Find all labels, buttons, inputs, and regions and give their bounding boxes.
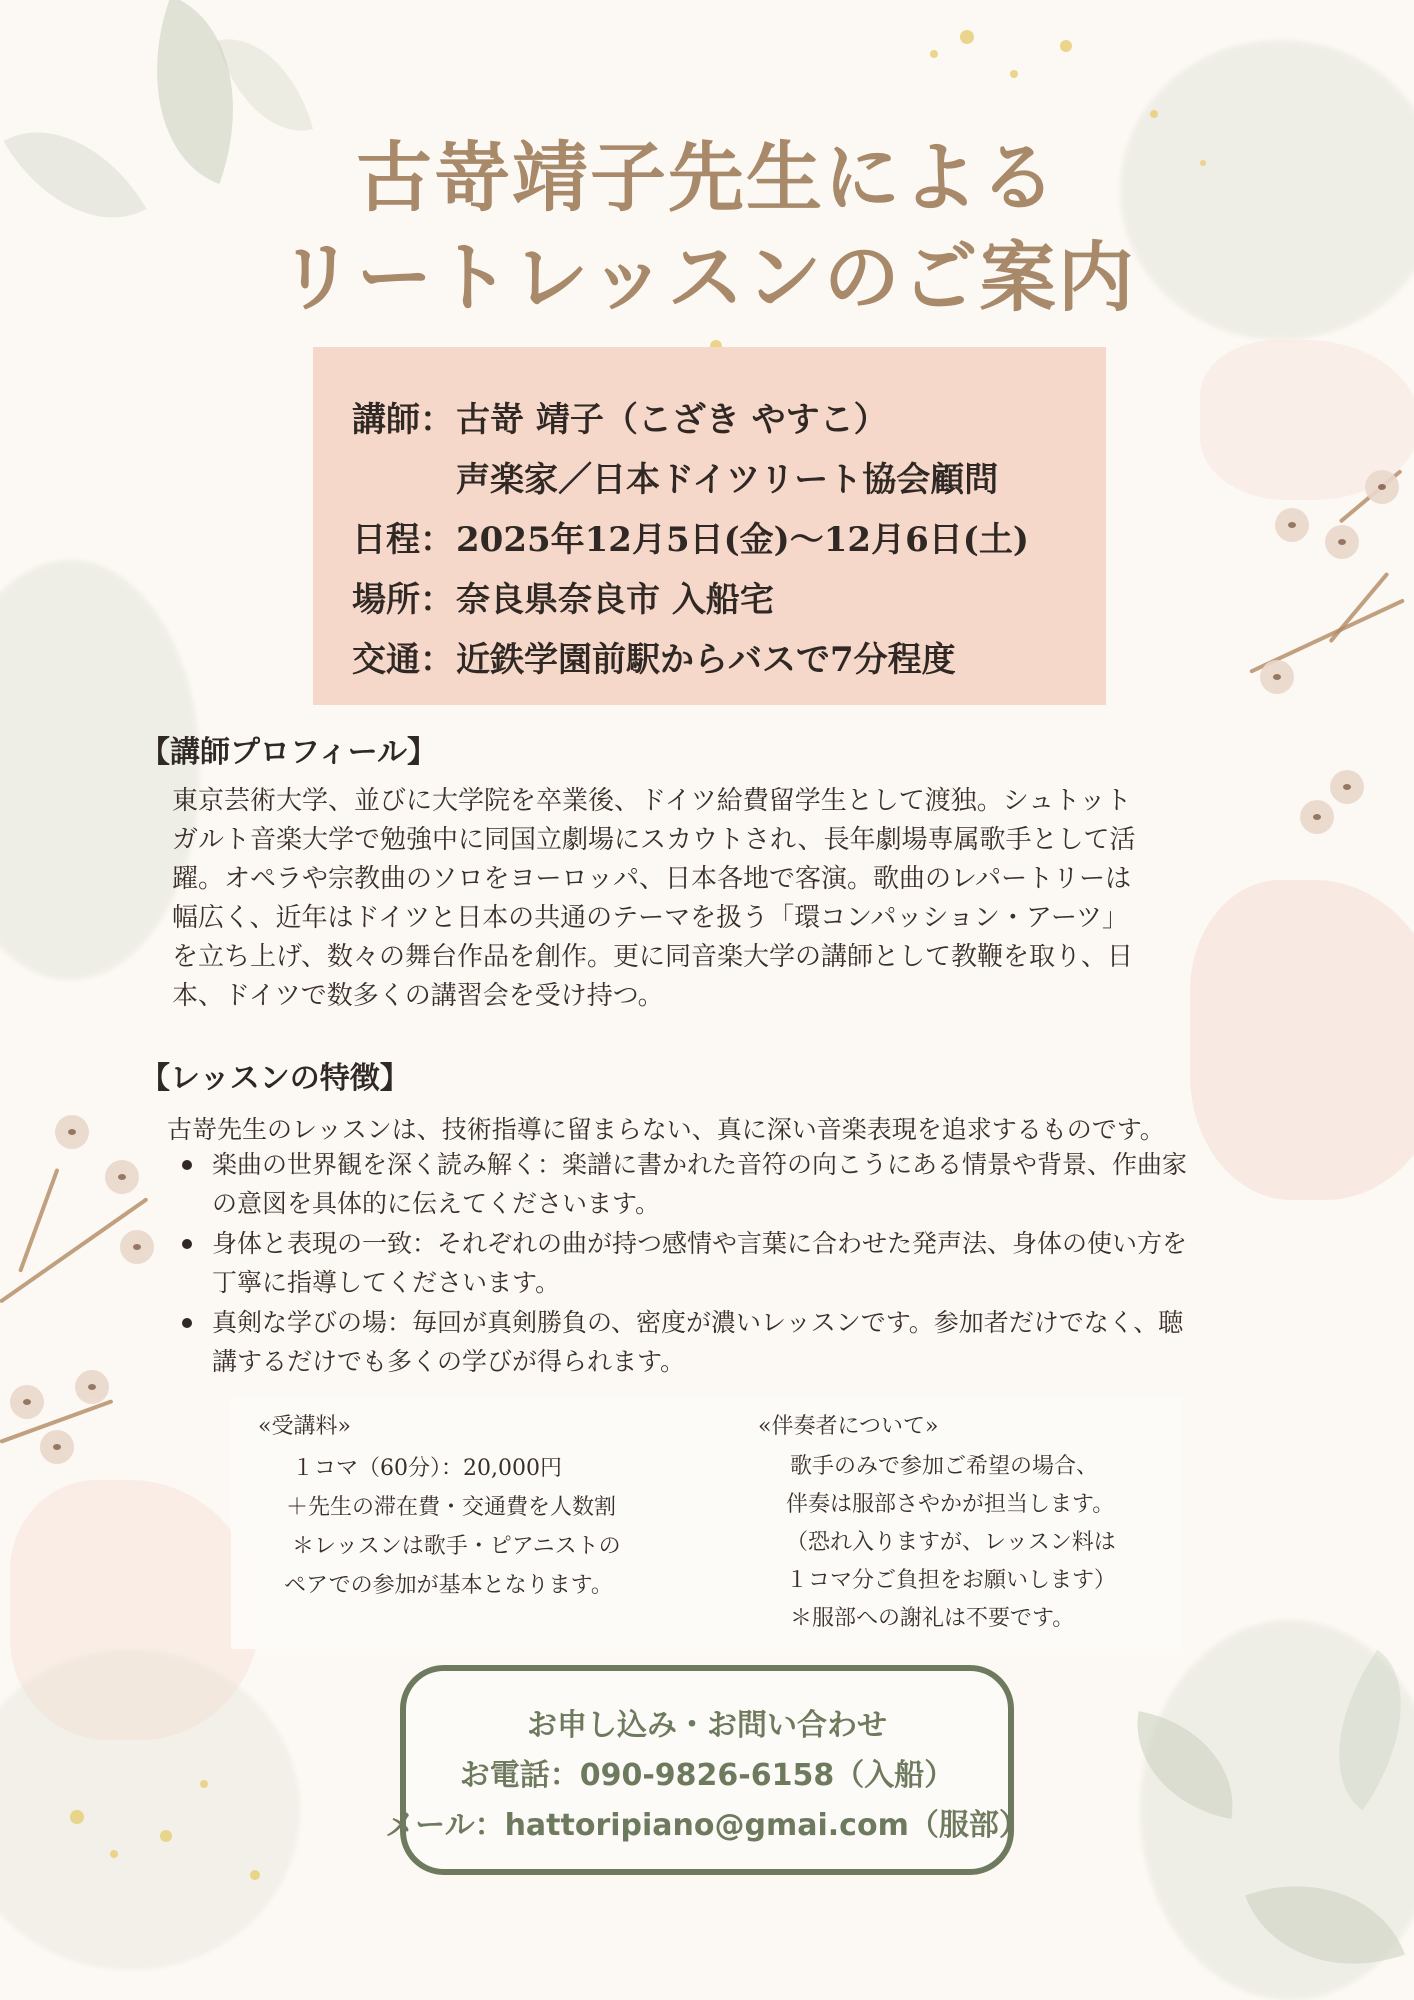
fee-heading: «受講料»	[258, 1414, 351, 1439]
accompanist-line: １コマ分ご負担をお願いします）	[786, 1568, 1117, 1593]
fee-line: ＋先生の滞在費・交通費を人数割	[286, 1495, 617, 1520]
contact-phone[interactable]: お電話：090-9826-6158（入船）	[459, 1758, 955, 1793]
accompanist-line: 歌手のみで参加ご希望の場合、	[790, 1454, 1099, 1479]
branch	[0, 1399, 113, 1444]
bullet-dot	[182, 1160, 192, 1170]
place-label: 場所：	[352, 580, 454, 620]
berry	[55, 1115, 89, 1149]
gold-speck	[1150, 110, 1158, 118]
accompanist-line: 伴奏は服部さやかが担当します。	[786, 1492, 1115, 1517]
berry	[75, 1370, 109, 1404]
feature-item	[212, 1303, 1272, 1381]
feature-line: 講するだけでも多くの学びが得られます。	[212, 1347, 686, 1376]
berry	[10, 1385, 44, 1419]
berry	[1330, 770, 1364, 804]
features-intro: 古嵜先生のレッスンは、技術指導に留まらない、真に深い音楽表現を追求するものです。	[167, 1115, 1165, 1144]
profile-line: を立ち上げ、数々の舞台作品を創作。更に同音楽大学の講師として教鞭を取り、日	[172, 942, 1133, 972]
feature-line: 楽曲の世界観を深く読み解く：楽譜に書かれた音符の向こうにある情景や背景、作曲家	[212, 1150, 1188, 1179]
berry	[40, 1430, 74, 1464]
feature-item	[212, 1145, 1272, 1223]
feature-line: 真剣な学びの場：毎回が真剣勝負の、密度が濃いレッスンです。参加者だけでなく、聴	[212, 1308, 1184, 1337]
page-title-line2: リートレッスンのご案内	[278, 233, 1136, 322]
berry	[1275, 508, 1309, 542]
teacher-label: 講師：	[352, 400, 454, 440]
feature-line: の意図を具体的に伝えてくださいます。	[212, 1189, 661, 1218]
accompanist-line: （恐れ入りますが、レッスン料は	[786, 1530, 1116, 1555]
berry	[1325, 525, 1359, 559]
berry	[1300, 800, 1334, 834]
profile-text	[172, 782, 1262, 1016]
gold-speck	[930, 50, 938, 58]
branch	[1249, 598, 1405, 673]
branch	[0, 1197, 149, 1304]
gold-speck	[1060, 40, 1072, 52]
teacher-row	[352, 392, 888, 441]
profile-line: 躍。オペラや宗教曲のソロをヨーロッパ、日本各地で客演。歌曲のレパートリーは	[172, 864, 1132, 894]
fee-line: ＊レッスンは歌手・ピアニストの	[292, 1534, 621, 1559]
gold-speck	[110, 1850, 118, 1858]
access-value: 近鉄学園前駅からバスで7分程度	[456, 640, 956, 680]
profile-line: 本、ドイツで数多くの講習会を受け持つ。	[172, 981, 664, 1011]
teacher-role: 声楽家／日本ドイツリート協会顧問	[456, 460, 999, 500]
profile-line: 東京芸術大学、並びに大学院を卒業後、ドイツ給費留学生として渡独。シュトット	[172, 786, 1132, 816]
gold-speck	[250, 1870, 260, 1880]
contact-email[interactable]: メール：hattoripiano@gmai.com（服部）	[385, 1808, 1029, 1843]
bullet-dot	[182, 1239, 192, 1249]
feature-item	[212, 1224, 1272, 1302]
fee-line: ペアでの参加が基本となります。	[284, 1573, 613, 1598]
berry	[120, 1230, 154, 1264]
profile-heading: 【講師プロフィール】	[140, 735, 437, 770]
place-value: 奈良県奈良市 入船宅	[456, 580, 774, 620]
bullet-dot	[182, 1318, 192, 1328]
leaf-decoration	[1245, 1851, 1405, 1999]
date-value: 2025年12月5日(金)〜12月6日(土)	[456, 520, 1029, 560]
date-row	[352, 512, 1029, 561]
branch	[1339, 469, 1403, 523]
features-heading: 【レッスンの特徴】	[140, 1061, 410, 1096]
place-row	[352, 572, 774, 621]
gold-speck	[1010, 70, 1018, 78]
leaf-decoration	[217, 23, 313, 147]
berry	[1260, 660, 1294, 694]
branch	[18, 1168, 59, 1273]
access-row	[352, 632, 956, 681]
watercolor-wash	[1200, 340, 1414, 500]
contact-heading: お申し込み・お問い合わせ	[527, 1708, 887, 1743]
feature-line: 丁寧に指導してくださいます。	[212, 1268, 561, 1297]
feature-line: 身体と表現の一致：それぞれの曲が持つ感情や言葉に合わせた発声法、身体の使い方を	[212, 1229, 1188, 1258]
berry	[105, 1160, 139, 1194]
access-label: 交通：	[352, 640, 454, 680]
branch	[1328, 572, 1389, 644]
fee-line: １コマ（60分）：20,000円	[292, 1456, 562, 1481]
gold-speck	[960, 30, 974, 44]
accompanist-heading: «伴奏者について»	[758, 1414, 939, 1439]
teacher-name: 古嵜 靖子（こざき やすこ）	[456, 400, 888, 440]
profile-line: 幅広く、近年はドイツと日本の共通のテーマを扱う「環コンパッション・アーツ」	[172, 903, 1129, 933]
berry	[1365, 470, 1399, 504]
accompanist-line: ＊服部への謝礼は不要です。	[790, 1606, 1075, 1631]
profile-line: ガルト音楽大学で勉強中に同国立劇場にスカウトされ、長年劇場専属歌手として活	[172, 825, 1136, 855]
date-label: 日程：	[352, 520, 454, 560]
page-title-line1: 古嵜靖子先生による	[356, 133, 1058, 222]
